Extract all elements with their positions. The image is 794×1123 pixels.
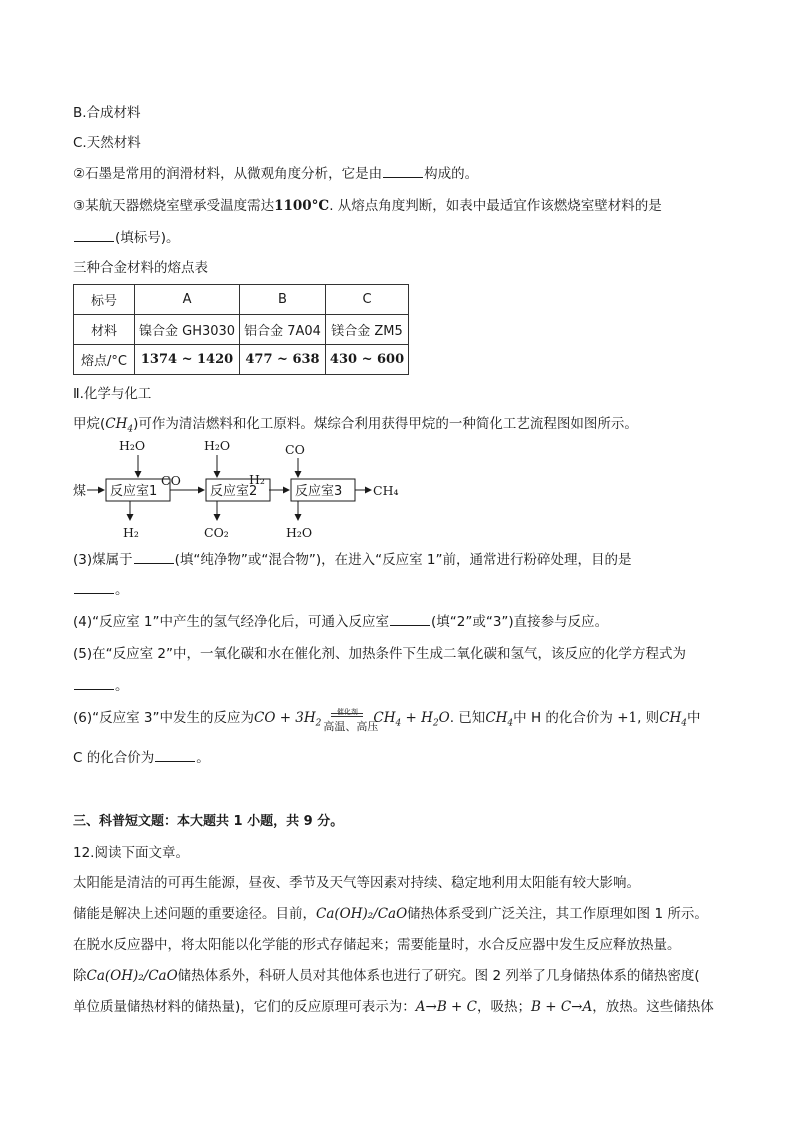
reaction-formula: A→B + C [415,999,477,1015]
article-text: 储热体系外，科研人员对其他体系也进行了研究。图 2 列举了几身储热体系的储热密度( [177,968,700,984]
table-cell: 1374 ~ 1420 [135,345,240,375]
question-text: (6)“反应室 3”中发生的反应为 [73,710,254,726]
question-text: , 则 [637,710,660,726]
table-cell: 熔点/°C [74,345,135,375]
section-heading-reading: 三、科普短文题：本大题共 1 小题，共 9 分。 [73,814,344,829]
article-paragraph: 太阳能是清洁的可再生能源，昼夜、季节及天气等因素对持续、稳定地利用太阳能有较大影响。 [73,875,640,891]
section-heading-chem: Ⅱ.化学与化工 [73,386,152,402]
article-paragraph [73,904,708,924]
question-text: . 已知 [449,710,486,726]
output-label: CO₂ [204,525,229,540]
answer-blank[interactable] [74,580,114,594]
condition-label: 高温、高压 [323,720,379,733]
link-co-label: CO [161,473,181,488]
intro-text: 甲烷( [73,416,106,432]
intro-text: )可作为清洁燃料和化工原料。煤综合利用获得甲烷的一种简化工艺流程图如图所示。 [133,416,638,432]
article-text: 单位质量储热材料的储热量)，它们的反应原理可表示为： [73,999,416,1015]
article-paragraph: 在脱水反应器中，将太阳能以化学能的形式存储起来；需要能量时，水合反应器中发生反应释放热量。 [73,937,681,953]
answer-blank[interactable] [134,550,174,564]
input-label: CO [285,442,305,457]
formula: Ca(OH)₂/CaO [316,906,408,922]
question-text: ②石墨是常用的润滑材料，从微观角度分析，它是由 [73,166,383,182]
output-label: H₂O [286,525,313,540]
question-3 [73,550,632,570]
option-b: B.合成材料 [73,105,141,121]
equation-lhs: CO + 3H [254,710,316,726]
reaction-condition [323,708,379,733]
question-6 [73,708,701,734]
methane-formula: CH [485,710,508,726]
subscript: 4 [681,718,688,729]
coal-label: 煤 [73,484,87,499]
subscript: 4 [127,424,134,435]
table-row [74,285,409,315]
question-text: (4)“反应室 1”中产生的氢气经净化后，可通入反应室 [73,614,389,630]
valence-value: +1 [617,710,638,726]
table-caption: 三种合金材料的熔点表 [73,260,208,276]
option-c: C.天然材料 [73,135,141,151]
answer-blank[interactable] [155,748,195,762]
article-paragraph [73,997,714,1017]
table-cell: 标号 [74,285,135,315]
question-text: 。 [196,750,210,766]
answer-blank[interactable] [390,612,430,626]
table-cell: 铝合金 7A04 [240,315,326,345]
question-text: 中 [687,710,701,726]
table-cell: 材料 [74,315,135,345]
question-5: (5)在“反应室 2”中，一氧化碳和水在催化剂、加热条件下生成二氧化碳和氢气，该反应的化学方程式为 [73,646,686,662]
question-text: (3)煤属于 [73,552,133,568]
link-h2-label: H₂ [249,472,265,487]
question-text: (填标号)。 [115,230,180,246]
question-3-cont [73,580,129,600]
melting-point-table [73,284,409,375]
answer-blank[interactable] [383,164,423,178]
table-cell: 477 ~ 638 [240,345,326,375]
methane-formula: CH [105,416,128,432]
reactor-2-label: 反应室2 [210,484,258,499]
table-row [74,315,409,345]
process-flow-diagram [73,436,399,544]
question-text: C 的化合价为 [73,750,155,766]
reactor-1-label: 反应室1 [110,484,158,499]
article-paragraph [73,966,700,986]
formula: Ca(OH)₂/CaO [86,968,178,984]
question-text: (填“纯净物”或“混合物”)，在进入“反应室 1”前，通常进行粉碎处理，目的是 [174,552,632,568]
temperature-value: 1100°C [274,198,330,214]
question-chamber [73,196,662,216]
question-text: 。 [115,582,129,598]
equation-rhs: O [438,710,450,726]
article-text: 储热体系受到广泛关注，其工作原理如图 1 所示。 [407,906,708,922]
question-text: (填“2”或“3”)直接参与反应。 [431,614,609,630]
table-cell: B [240,285,326,315]
methane-formula: CH [659,710,682,726]
article-text: ，吸热； [477,999,531,1015]
subscript: 2 [315,718,322,729]
catalyst-label: 催化剂 [336,708,358,716]
reaction-formula: B + C→A [531,999,593,1015]
table-cell: A [135,285,240,315]
question-text: 。 [115,678,129,694]
subscript: 2 [432,718,439,729]
output-label: H₂ [123,525,139,540]
question-text: 构成的。 [424,166,479,182]
subscript: 4 [395,718,402,729]
question-text: . 从熔点角度判断，如表中最适宜作该燃烧室壁材料的是 [329,198,662,214]
table-cell: 镍合金 GH3030 [135,315,240,345]
methane-product-label: CH₄ [373,483,399,498]
question-text: 中 H 的化合价为 [513,710,613,726]
reactor-3-label: 反应室3 [295,484,343,499]
table-cell: C [325,285,408,315]
article-text: 除 [73,968,87,984]
subscript: 4 [507,718,514,729]
question-6-cont [73,748,210,768]
input-label: H₂O [204,438,231,453]
input-label: H₂O [119,438,146,453]
question-chamber-cont [73,228,180,248]
table-cell: 镁合金 ZM5 [325,315,408,345]
question-graphite [73,164,478,184]
equation-rhs: + H [401,710,433,726]
article-text: ，放热。这些储热体 [592,999,714,1015]
question-5-cont [73,676,129,696]
article-text: 储能是解决上述问题的重要途径。目前， [73,906,316,922]
answer-blank[interactable] [74,676,114,690]
table-cell: 430 ~ 600 [325,345,408,375]
question-4 [73,612,608,632]
answer-blank[interactable] [74,228,114,242]
equation-rhs: CH [373,710,396,726]
question-12: 12.阅读下面文章。 [73,845,189,861]
question-text: ③某航天器燃烧室壁承受温度需达 [73,198,275,214]
table-row [74,345,409,375]
